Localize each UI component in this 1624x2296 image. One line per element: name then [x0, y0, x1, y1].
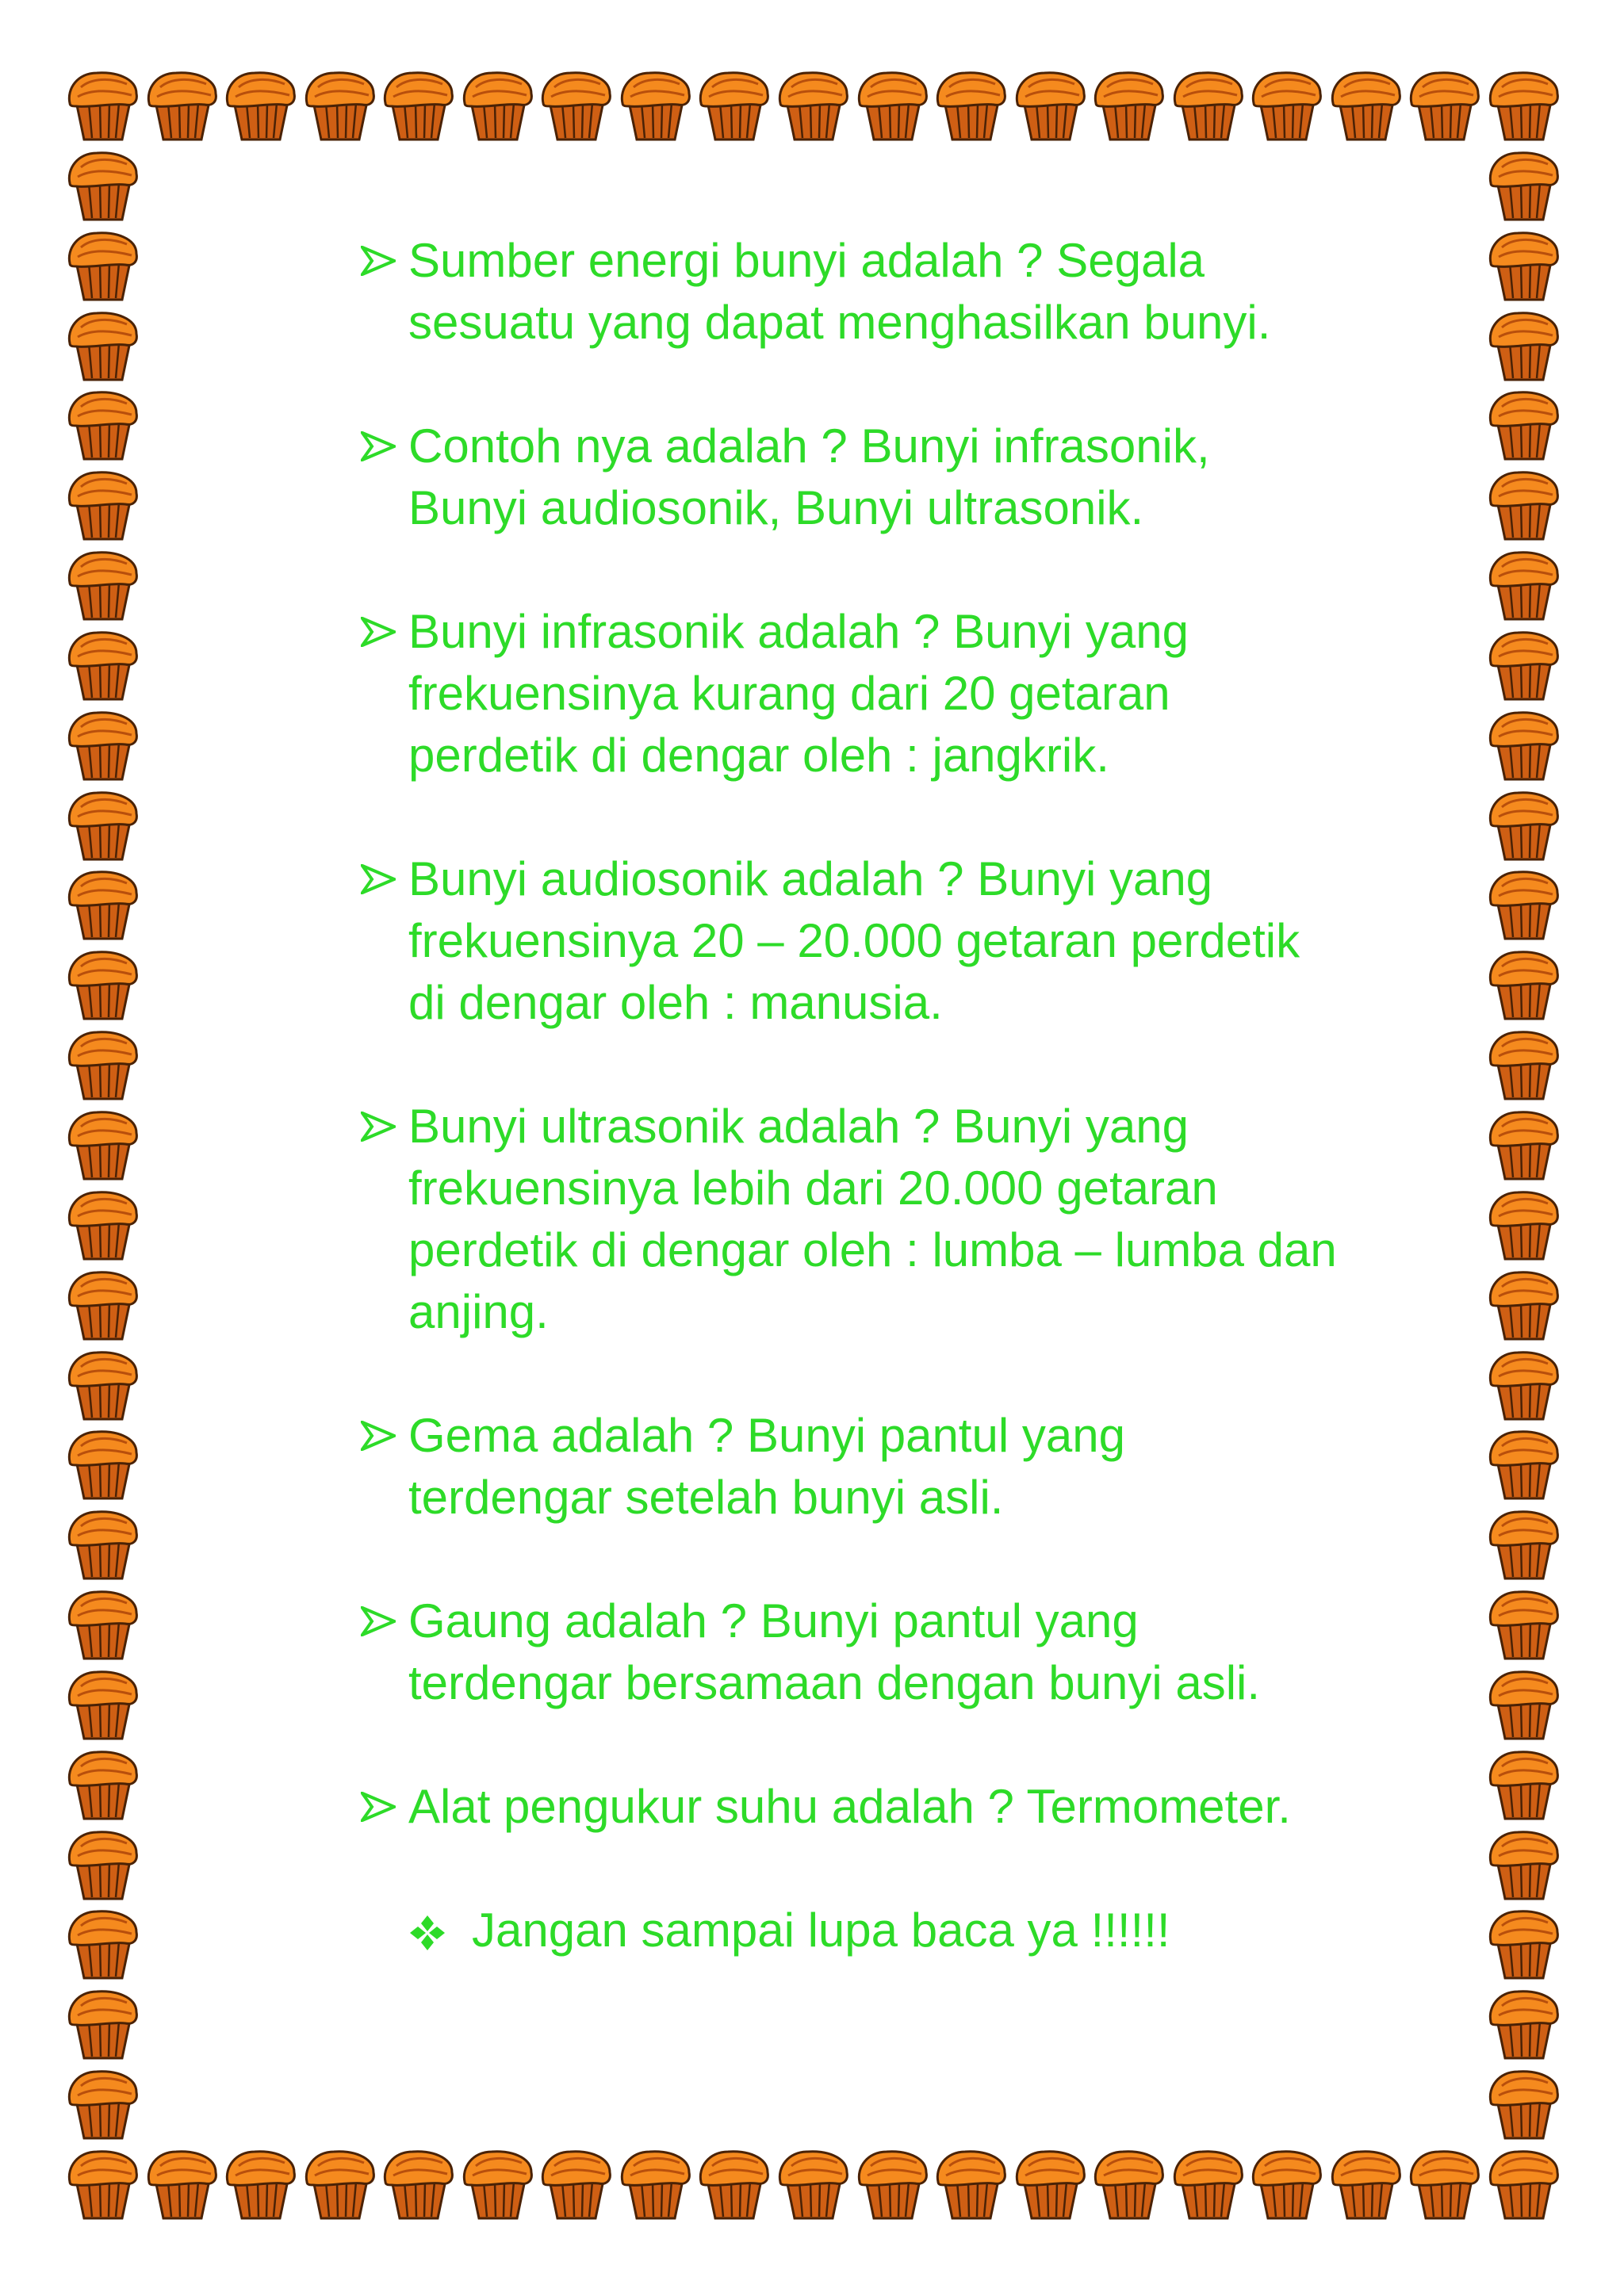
muffin-icon	[1490, 1911, 1557, 1978]
muffin-icon	[464, 2152, 531, 2218]
muffin-icon	[69, 1192, 136, 1259]
muffin-icon	[1490, 1192, 1557, 1259]
list-item	[361, 601, 1487, 786]
arrow-bullet-icon	[361, 246, 396, 276]
diamond-bullet-icon	[408, 1914, 446, 1952]
muffin-icon	[69, 713, 136, 779]
item-line: terdengar setelah bunyi asli.	[408, 1471, 1004, 1524]
muffin-icon	[306, 2152, 373, 2218]
item-line: anjing.	[408, 1285, 549, 1338]
arrow-bullet-icon	[361, 431, 396, 461]
muffin-icon	[69, 1112, 136, 1179]
muffin-icon	[1411, 73, 1478, 140]
muffin-icon	[1490, 233, 1557, 300]
item-line: perdetik di dengar oleh : jangkrik.	[408, 729, 1109, 782]
muffin-icon	[1490, 713, 1557, 779]
muffin-icon	[1490, 553, 1557, 619]
item-line: Gema adalah ? Bunyi pantul yang	[408, 1409, 1125, 1462]
muffin-icon	[227, 73, 294, 140]
muffin-icon	[227, 2152, 294, 2218]
muffin-icon	[1411, 2152, 1478, 2218]
muffin-icon	[1490, 793, 1557, 859]
muffin-icon	[69, 1752, 136, 1819]
list-item	[361, 415, 1487, 539]
muffin-icon	[1174, 73, 1242, 140]
muffin-icon	[69, 872, 136, 939]
muffin-icon	[1490, 952, 1557, 1019]
muffin-icon	[69, 73, 136, 140]
muffin-icon	[69, 1272, 136, 1339]
list-item	[361, 1096, 1487, 1343]
muffin-icon	[1490, 1432, 1557, 1498]
muffin-icon	[542, 73, 610, 140]
muffin-icon	[1490, 1592, 1557, 1659]
muffin-icon	[69, 392, 136, 459]
muffin-icon	[1490, 392, 1557, 459]
muffin-icon	[700, 73, 768, 140]
item-line: di dengar oleh : manusia.	[408, 976, 943, 1029]
muffin-icon	[1490, 1752, 1557, 1819]
item-line: Alat pengukur suhu adalah ? Termometer.	[408, 1780, 1291, 1833]
muffin-icon	[542, 2152, 610, 2218]
muffin-icon	[1332, 73, 1400, 140]
item-line: frekuensinya lebih dari 20.000 getaran	[408, 1161, 1218, 1215]
muffin-icon	[385, 73, 452, 140]
arrow-bullet-icon	[361, 617, 396, 647]
muffin-icon	[1253, 73, 1320, 140]
item-line: perdetik di dengar oleh : lumba – lumba dan	[408, 1223, 1337, 1276]
muffin-icon	[69, 952, 136, 1019]
item-line: Contoh nya adalah ? Bunyi infrasonik,	[408, 419, 1210, 473]
muffin-icon	[69, 1512, 136, 1578]
arrow-bullet-icon	[361, 1112, 396, 1142]
muffin-icon	[464, 73, 531, 140]
muffin-icon	[385, 2152, 452, 2218]
muffin-icon	[1490, 1272, 1557, 1339]
content-list	[361, 230, 1487, 1961]
muffin-icon	[1332, 2152, 1400, 2218]
muffin-icon	[1490, 1353, 1557, 1419]
arrow-bullet-icon	[361, 1792, 396, 1822]
muffin-icon	[69, 1911, 136, 1978]
muffin-icon	[622, 73, 689, 140]
item-line: sesuatu yang dapat menghasilkan bunyi.	[408, 296, 1271, 349]
muffin-icon	[859, 2152, 926, 2218]
muffin-icon	[69, 1432, 136, 1498]
item-line: Bunyi audiosonik adalah ? Bunyi yang	[408, 852, 1213, 905]
muffin-icon	[69, 553, 136, 619]
muffin-icon	[1490, 2072, 1557, 2138]
list-item	[361, 1776, 1487, 1838]
muffin-icon	[1017, 73, 1084, 140]
muffin-icon	[69, 633, 136, 699]
list-item	[361, 1405, 1487, 1529]
muffin-icon	[306, 73, 373, 140]
muffin-icon	[69, 1672, 136, 1739]
muffin-icon	[1490, 633, 1557, 699]
muffin-icon	[1017, 2152, 1084, 2218]
item-line: Gaung adalah ? Bunyi pantul yang	[408, 1594, 1139, 1647]
muffin-icon	[1490, 1832, 1557, 1899]
arrow-bullet-icon	[361, 1421, 396, 1451]
item-line: terdengar bersamaan dengan bunyi asli.	[408, 1656, 1261, 1709]
muffin-icon	[1490, 1032, 1557, 1099]
note-text: Jangan sampai lupa baca ya !!!!!!	[472, 1904, 1170, 1957]
muffin-icon	[1490, 153, 1557, 220]
muffin-icon	[1174, 2152, 1242, 2218]
muffin-icon	[1490, 1992, 1557, 2058]
muffin-icon	[69, 1032, 136, 1099]
item-line: Sumber energi bunyi adalah ? Segala	[408, 234, 1205, 287]
muffin-icon	[1490, 872, 1557, 939]
muffin-icon	[69, 793, 136, 859]
muffin-icon	[1490, 473, 1557, 539]
muffin-icon	[1095, 2152, 1162, 2218]
arrow-bullet-icon	[361, 1606, 396, 1636]
muffin-icon	[1490, 1672, 1557, 1739]
muffin-icon	[1490, 2152, 1557, 2218]
arrow-bullet-icon	[361, 864, 396, 894]
list-item	[361, 230, 1487, 354]
muffin-icon	[69, 233, 136, 300]
list-item	[361, 1590, 1487, 1714]
muffin-icon	[700, 2152, 768, 2218]
muffin-icon	[1490, 1512, 1557, 1578]
muffin-icon	[69, 153, 136, 220]
muffin-icon	[69, 1592, 136, 1659]
muffin-icon	[1253, 2152, 1320, 2218]
muffin-icon	[937, 73, 1005, 140]
item-line: Bunyi audiosonik, Bunyi ultrasonik.	[408, 481, 1144, 534]
muffin-icon	[69, 473, 136, 539]
muffin-icon	[1490, 1112, 1557, 1179]
muffin-icon	[1490, 73, 1557, 140]
muffin-icon	[148, 2152, 216, 2218]
muffin-icon	[69, 313, 136, 380]
muffin-icon	[779, 73, 847, 140]
muffin-icon	[622, 2152, 689, 2218]
reminder-note	[361, 1900, 1487, 1961]
item-line: Bunyi ultrasonik adalah ? Bunyi yang	[408, 1100, 1189, 1153]
muffin-icon	[779, 2152, 847, 2218]
muffin-icon	[1490, 313, 1557, 380]
item-line: frekuensinya 20 – 20.000 getaran perdetik	[408, 914, 1300, 967]
item-line: Bunyi infrasonik adalah ? Bunyi yang	[408, 605, 1189, 658]
muffin-icon	[859, 73, 926, 140]
item-line: frekuensinya kurang dari 20 getaran	[408, 667, 1170, 720]
muffin-icon	[69, 1353, 136, 1419]
muffin-icon	[937, 2152, 1005, 2218]
muffin-icon	[69, 1992, 136, 2058]
list-item	[361, 848, 1487, 1034]
muffin-icon	[69, 2152, 136, 2218]
muffin-icon	[69, 1832, 136, 1899]
muffin-icon	[148, 73, 216, 140]
muffin-icon	[69, 2072, 136, 2138]
muffin-icon	[1095, 73, 1162, 140]
